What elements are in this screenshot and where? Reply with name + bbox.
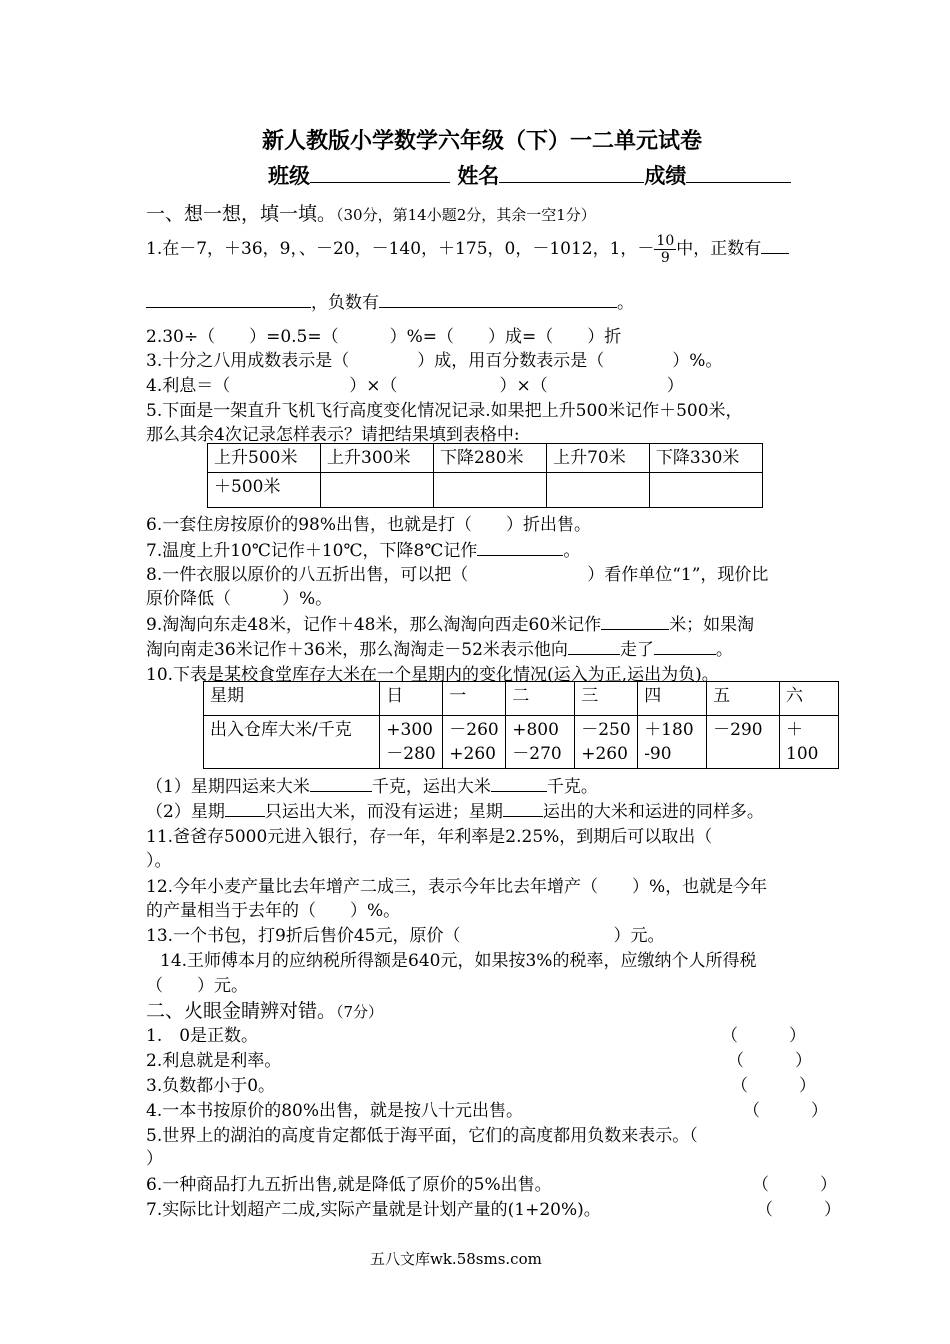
question-10-sub1: （1）星期四运来大米 千克，运出大米 千克。 bbox=[146, 772, 598, 797]
table-cell: 上升300米 bbox=[321, 444, 434, 473]
question-5-line2: 那么其余4次记录怎样表示？请把结果填到表格中: bbox=[146, 425, 520, 445]
question-2: 2.30÷（ ）=0.5=（ ）%=（ ）成=（ ）折 bbox=[146, 327, 622, 347]
answer-blank[interactable] bbox=[379, 290, 617, 308]
question-11-line2: ）。 bbox=[146, 851, 172, 871]
tf-item: 2.利息就是利率。 bbox=[146, 1051, 282, 1071]
tf-item: 4.一本书按原价的80%出售，就是按八十元出售。 bbox=[146, 1101, 524, 1121]
answer-cell[interactable] bbox=[434, 473, 547, 508]
page-title: 新人教版小学数学六年级（下）一二单元试卷 bbox=[262, 128, 703, 154]
table-cell: 六 bbox=[780, 682, 839, 716]
answer-blank[interactable] bbox=[146, 290, 311, 308]
class-label: 班级 bbox=[268, 163, 310, 188]
question-13: 13.一个书包，打9折后售价45元，原价（ ）元。 bbox=[146, 926, 665, 946]
answer-blank[interactable] bbox=[310, 774, 372, 792]
answer-blank[interactable] bbox=[654, 637, 716, 655]
table-cell: +300 －280 bbox=[380, 716, 443, 769]
table-cell: ＋180 -90 bbox=[638, 716, 707, 769]
answer-blank[interactable] bbox=[601, 612, 669, 630]
tf-answer-paren[interactable]: （ ） bbox=[731, 1076, 816, 1096]
name-blank[interactable] bbox=[499, 161, 644, 183]
tf-item: 5.世界上的湖泊的高度肯定都低于海平面，它们的高度都用负数来表示。（ bbox=[146, 1126, 698, 1146]
table-cell: 星期 bbox=[204, 682, 380, 716]
name-label: 姓名 bbox=[457, 163, 500, 188]
question-3: 3.十分之八用成数表示是（ ）成，用百分数表示是（ ）%。 bbox=[146, 351, 723, 371]
table-cell: ＋100 bbox=[780, 716, 839, 769]
table-cell: 四 bbox=[638, 682, 707, 716]
altitude-table bbox=[207, 443, 763, 508]
question-12: 12.今年小麦产量比去年增产二成三，表示今年比去年增产（ ）%，也就是今年 bbox=[146, 877, 768, 897]
tf-item: 7.实际比计划超产二成,实际产量就是计划产量的(1+20%)。 bbox=[146, 1200, 601, 1220]
question-5: 5.下面是一架直升飞机飞行高度变化情况记录.如果把上升500米记作＋500米， bbox=[146, 401, 743, 421]
question-9-line2: 淘向南走36米记作＋36米，那么淘淘走－52米表示他向 走了 。 bbox=[146, 635, 733, 660]
table-cell: 五 bbox=[707, 682, 780, 716]
tf-answer-paren[interactable]: （ ） bbox=[752, 1175, 837, 1195]
table-cell: 二 bbox=[506, 682, 575, 716]
answer-blank[interactable] bbox=[491, 774, 547, 792]
table-row bbox=[208, 473, 763, 508]
question-10: 10.下表是某校食堂库存大米在一个星期内的变化情况(运入为正,运出为负)。 bbox=[146, 665, 719, 685]
tf-answer-paren[interactable]: （ ） bbox=[743, 1101, 828, 1121]
answer-blank[interactable] bbox=[503, 799, 543, 817]
table-cell: －260 +260 bbox=[443, 716, 506, 769]
question-8-line2: 原价降低（ ）%。 bbox=[146, 589, 333, 609]
question-12-line2: 的产量相当于去年的（ ）%。 bbox=[146, 901, 401, 921]
table-cell: 下降330米 bbox=[649, 444, 762, 473]
student-info-row bbox=[268, 160, 791, 190]
question-1: 1.在－7，＋36，9，、－20，－140，＋175，0，－1012，1，－ $\frac{10}{9}$ 中，正数有 bbox=[146, 233, 789, 266]
question-8: 8.一件衣服以原价的八五折出售，可以把（ ）看作单位“1”，现价比 bbox=[146, 565, 769, 585]
section-2-heading: 二、火眼金睛辨对错。（7分） bbox=[146, 1000, 384, 1022]
table-cell: －290 bbox=[707, 716, 780, 769]
question-4: 4.利息＝（ ）×（ ）×（ ） bbox=[146, 376, 684, 396]
table-cell: －250 +260 bbox=[575, 716, 638, 769]
score-label: 成绩 bbox=[644, 163, 687, 188]
score-blank[interactable] bbox=[686, 161, 791, 183]
tf-answer-paren[interactable]: ） bbox=[146, 1149, 163, 1169]
fraction: $\frac{10}{9}$ bbox=[656, 233, 675, 266]
tf-answer-paren[interactable]: （ ） bbox=[721, 1026, 806, 1046]
tf-item: 1. 0是正数。 bbox=[146, 1026, 259, 1046]
answer-cell[interactable] bbox=[321, 473, 434, 508]
question-6: 6.一套住房按原价的98%出售，也就是打（ ）折出售。 bbox=[146, 515, 592, 535]
question-9: 9.淘淘向东走48米，记作＋48米，那么淘淘向西走60米记作 米；如果淘 bbox=[146, 610, 754, 635]
table-cell: 下降280米 bbox=[434, 444, 547, 473]
section-1-heading: 一、想一想，填一填。（30分，第14小题2分，其余一空1分） bbox=[146, 203, 596, 225]
table-cell: 三 bbox=[575, 682, 638, 716]
tf-answer-paren[interactable]: （ ） bbox=[756, 1200, 841, 1220]
footer-watermark: 五八文库wk.58sms.com bbox=[370, 1250, 542, 1268]
table-cell: 出入仓库大米/千克 bbox=[204, 716, 380, 769]
table-header-row bbox=[204, 682, 839, 716]
table-cell: ＋500米 bbox=[208, 473, 321, 508]
table-cell: 日 bbox=[380, 682, 443, 716]
table-header-row bbox=[208, 444, 763, 473]
question-11: 11.爸爸存5000元进入银行，存一年，年利率是2.25%，到期后可以取出（ bbox=[146, 827, 713, 847]
tf-answer-paren[interactable]: （ ） bbox=[727, 1051, 812, 1071]
question-7: 7.温度上升10℃记作＋10℃，下降8℃记作 。 bbox=[146, 536, 580, 561]
answer-blank[interactable] bbox=[568, 637, 620, 655]
table-cell: +800 －270 bbox=[506, 716, 575, 769]
table-cell: 一 bbox=[443, 682, 506, 716]
class-blank[interactable] bbox=[310, 161, 450, 183]
answer-cell[interactable] bbox=[649, 473, 762, 508]
table-cell: 上升70米 bbox=[547, 444, 650, 473]
question-14-line2: （ ）元。 bbox=[146, 976, 248, 996]
tf-item: 6.一种商品打九五折出售,就是降低了原价的5%出售。 bbox=[146, 1175, 552, 1195]
answer-blank[interactable] bbox=[225, 799, 265, 817]
answer-blank[interactable] bbox=[477, 538, 563, 556]
question-14: 14.王师傅本月的应纳税所得额是640元，如果按3%的税率，应缴纳个人所得税 bbox=[160, 951, 757, 971]
question-1-line2: ，负数有 。 bbox=[146, 288, 634, 313]
question-10-sub2: （2）星期 只运出大米，而没有运进；星期 运出的大米和运进的同样多。 bbox=[146, 797, 764, 822]
rice-stock-table bbox=[203, 681, 839, 769]
answer-cell[interactable] bbox=[547, 473, 650, 508]
tf-item: 3.负数都小于0。 bbox=[146, 1076, 276, 1096]
table-cell: 上升500米 bbox=[208, 444, 321, 473]
answer-blank[interactable] bbox=[761, 236, 789, 254]
table-row bbox=[204, 716, 839, 769]
